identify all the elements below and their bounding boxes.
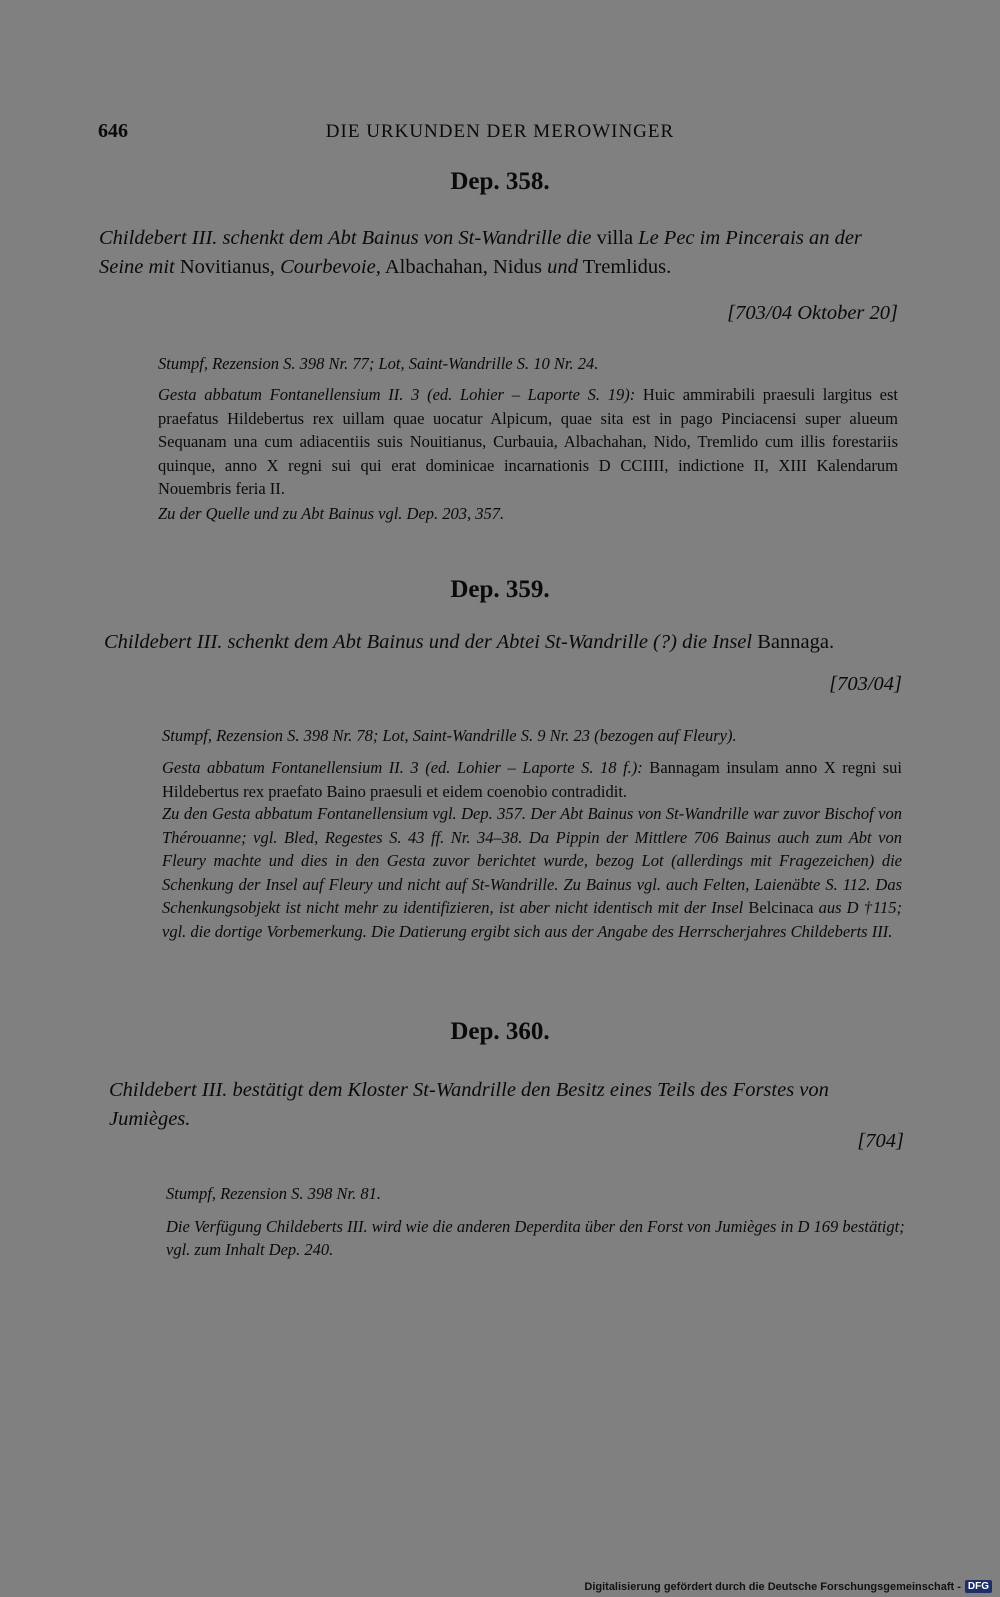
dep-358-note: Zu der Quelle und zu Abt Bainus vgl. Dep. 203, 357.: [158, 504, 505, 523]
running-title: DIE URKUNDEN DER MEROWINGER: [325, 121, 675, 142]
dep-358-date: [703/04 Oktober 20]: [727, 302, 898, 324]
page-number: 646: [98, 120, 128, 142]
dfg-logo-icon: DFG: [965, 1580, 992, 1593]
dep-359-reference: Stumpf, Rezension S. 398 Nr. 78; Lot, Saint-Wandrille S. 9 Nr. 23 (bezogen auf Fleury).: [162, 726, 737, 745]
dep-358-source: Gesta abbatum Fontanellensium II. 3 (ed. Lohier – Laporte S. 19): Huic ammirabili praesuli largitus est praefatus Hildebertus rex uillam quae uocatur Alpicum, quae sita est in pago Pinciacensi super alueum Sequanam una cum adiacentiis suis Nouitianus, Curbauia, Albachahan, Nido, Tremlido cum illis forestariis quinque, anno X regni sui qui erat dominicae incarnationis D CCIIII, indictione II, XIII Kalendarum Nouembris feria II.: [158, 385, 898, 498]
dep-360-summary: Childebert III. bestätigt dem Kloster St-Wandrille den Besitz eines Teils des Forstes von Jumièges.: [109, 1079, 829, 1130]
dep-359-source: Gesta abbatum Fontanellensium II. 3 (ed. Lohier – Laporte S. 18 f.): Bannagam insulam anno X regni sui Hildebertus rex praefato Baino praesuli et eidem coenobio contradidit.: [162, 758, 902, 801]
dep-359-note: Zu den Gesta abbatum Fontanellensium vgl. Dep. 357. Der Abt Bainus von St-Wandrille war zuvor Bischof von Thérouanne; vgl. Bled, Regestes S. 43 ff. Nr. 34–38. Da Pippin der Mittlere 706 Bainus auch zum Abt von Fleury machte und dies in den Gesta zuvor berichtet wurde, bezog Lot (allerdings mit Fragezeichen) die Schenkung der Insel auf Fleury und nicht auf St-Wandrille. Zu Bainus vgl. auch Felten, Laienäbte S. 112. Das Schenkungsobjekt ist nicht mehr zu identifizieren, ist aber nicht identisch mit der Insel Belcinaca aus D †115; vgl. die dortige Vorbemerkung. Die Datierung ergibt sich aus der Angabe des Herrscherjahres Childeberts III.: [162, 804, 902, 941]
dep-359-date: [703/04]: [829, 673, 902, 695]
dep-358-summary: Childebert III. schenkt dem Abt Bainus von St-Wandrille die villa Le Pec im Pincerais an der Seine mit Novitianus, Courbevoie, Albachahan, Nidus und Tremlidus.: [99, 227, 862, 278]
dep-360-title: Dep. 360.: [450, 1018, 550, 1045]
dep-359-title: Dep. 359.: [450, 576, 550, 603]
dep-358-title: Dep. 358.: [450, 168, 550, 195]
footer-text: Digitalisierung gefördert durch die Deutsche Forschungsgemeinschaft -: [584, 1580, 961, 1593]
dep-359-summary: Childebert III. schenkt dem Abt Bainus und der Abtei St-Wandrille (?) die Insel Bannaga.: [104, 631, 835, 653]
dep-358-reference: Stumpf, Rezension S. 398 Nr. 77; Lot, Saint-Wandrille S. 10 Nr. 24.: [158, 354, 599, 373]
dep-360-date: [704]: [857, 1130, 904, 1152]
footer-credit: [584, 1580, 992, 1593]
dep-360-reference: Stumpf, Rezension S. 398 Nr. 81.: [166, 1184, 381, 1203]
dep-360-note: Die Verfügung Childeberts III. wird wie die anderen Deperdita über den Forst von Jumièges in D 169 bestätigt; vgl. zum Inhalt Dep. 240.: [166, 1217, 905, 1259]
